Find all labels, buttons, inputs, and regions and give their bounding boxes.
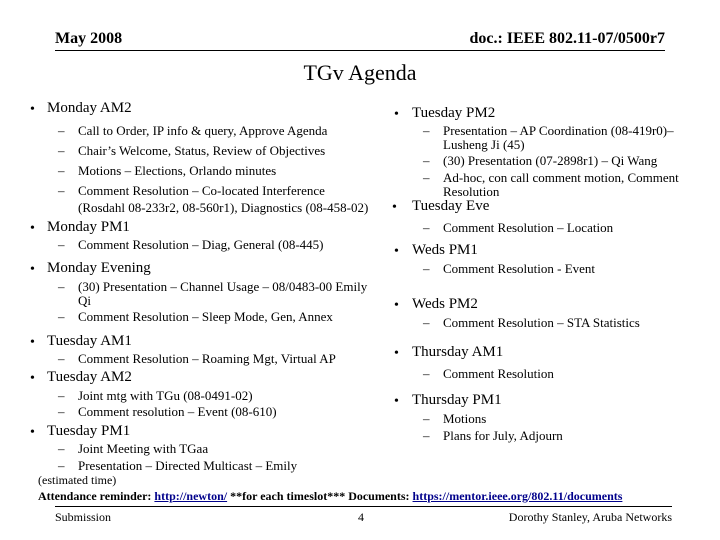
- list-item-continuation: (Rosdahl 08-233r2, 08-560r1), Diagnostics (08-458-02): [78, 200, 369, 215]
- attendance-reminder: [38, 489, 622, 504]
- documents-label: **for each timeslot*** Documents:: [230, 489, 410, 503]
- list-item: Comment Resolution – Diag, General (08-445): [78, 237, 324, 252]
- list-item: Plans for July, Adjourn: [443, 428, 563, 443]
- bullet: •: [394, 244, 399, 259]
- section-title-weds-pm2: Weds PM2: [412, 296, 478, 312]
- dash: –: [58, 163, 65, 178]
- bullet: •: [30, 425, 35, 440]
- list-item: Presentation – AP Coordination (08-419r0)–: [443, 123, 674, 138]
- footer-author: Dorothy Stanley, Aruba Networks: [508, 510, 672, 524]
- bullet: •: [30, 335, 35, 350]
- newton-link[interactable]: http://newton/: [154, 489, 228, 503]
- dash: –: [423, 170, 430, 185]
- dash: –: [58, 183, 65, 198]
- dash: –: [58, 123, 65, 138]
- bullet: •: [30, 262, 35, 277]
- list-item: Comment Resolution – Co-located Interference: [78, 183, 325, 198]
- list-item: Motions: [443, 411, 487, 426]
- list-item: Joint Meeting with TGaa: [78, 441, 209, 456]
- list-item: Joint mtg with TGu (08-0491-02): [78, 388, 253, 403]
- list-item-continuation: Lusheng Ji (45): [443, 137, 525, 152]
- estimated-time-note: (estimated time): [38, 473, 117, 487]
- list-item: Comment Resolution - Event: [443, 261, 596, 276]
- dash: –: [423, 315, 430, 330]
- section-title-monday-pm1: Monday PM1: [47, 219, 130, 235]
- dash: –: [423, 220, 430, 235]
- list-item: Comment Resolution: [443, 366, 554, 381]
- section-title-tuesday-pm2: Tuesday PM2: [412, 105, 496, 121]
- list-item: (30) Presentation (07-2898r1) – Qi Wang: [443, 153, 658, 168]
- section-title-tuesday-eve: Tuesday Eve: [412, 198, 490, 214]
- header-date: May 2008: [55, 30, 123, 47]
- dash: –: [58, 458, 65, 473]
- section-title-tuesday-am2: Tuesday AM2: [47, 369, 132, 385]
- section-title-monday-am2: Monday AM2: [47, 100, 132, 116]
- footer-divider: [55, 506, 672, 507]
- bullet: •: [392, 200, 397, 215]
- section-title-thursday-pm1: Thursday PM1: [412, 392, 502, 408]
- dash: –: [423, 411, 430, 426]
- list-item: Chair’s Welcome, Status, Review of Objectives: [78, 143, 326, 158]
- dash: –: [423, 123, 430, 138]
- dash: –: [423, 153, 430, 168]
- list-item-continuation: Qi: [78, 293, 91, 308]
- bullet: •: [30, 102, 35, 117]
- section-title-tuesday-pm1: Tuesday PM1: [47, 423, 131, 439]
- bullet: •: [394, 394, 399, 409]
- dash: –: [58, 143, 65, 158]
- list-item-continuation: Resolution: [443, 184, 500, 199]
- dash: –: [58, 404, 65, 419]
- list-item: Comment Resolution – Sleep Mode, Gen, Annex: [78, 309, 333, 324]
- bullet: •: [30, 371, 35, 386]
- bullet: •: [30, 221, 35, 236]
- header-divider: [55, 50, 665, 51]
- dash: –: [58, 351, 65, 366]
- attendance-reminder-label: Attendance reminder:: [38, 489, 152, 503]
- page-title: TGv Agenda: [303, 60, 417, 85]
- bullet: •: [394, 346, 399, 361]
- list-item: Comment Resolution – Roaming Mgt, Virtual AP: [78, 351, 336, 366]
- section-title-tuesday-am1: Tuesday AM1: [47, 333, 132, 349]
- dash: –: [423, 428, 430, 443]
- list-item: Presentation – Directed Multicast – Emily: [78, 458, 298, 473]
- dash: –: [423, 261, 430, 276]
- section-title-thursday-am1: Thursday AM1: [412, 344, 504, 360]
- list-item: Comment resolution – Event (08-610): [78, 404, 277, 419]
- dash: –: [58, 237, 65, 252]
- bullet: •: [394, 107, 399, 122]
- dash: –: [58, 279, 65, 294]
- list-item: Comment Resolution – Location: [443, 220, 614, 235]
- footer-submission: Submission: [55, 510, 112, 524]
- list-item: Ad-hoc, con call comment motion, Comment: [443, 170, 679, 185]
- dash: –: [58, 441, 65, 456]
- list-item: Comment Resolution – STA Statistics: [443, 315, 640, 330]
- bullet: •: [394, 298, 399, 313]
- dash: –: [423, 366, 430, 381]
- dash: –: [58, 388, 65, 403]
- list-item: (30) Presentation – Channel Usage – 08/0483-00 Emily: [78, 279, 368, 294]
- mentor-documents-link[interactable]: https://mentor.ieee.org/802.11/documents: [412, 489, 623, 503]
- section-title-weds-pm1: Weds PM1: [412, 242, 478, 258]
- section-title-monday-evening: Monday Evening: [47, 260, 151, 276]
- list-item: Motions – Elections, Orlando minutes: [78, 163, 277, 178]
- dash: –: [58, 309, 65, 324]
- header-doc-id: doc.: IEEE 802.11-07/0500r7: [469, 30, 665, 47]
- list-item: Call to Order, IP info & query, Approve Agenda: [78, 123, 328, 138]
- page-number: 4: [358, 510, 364, 524]
